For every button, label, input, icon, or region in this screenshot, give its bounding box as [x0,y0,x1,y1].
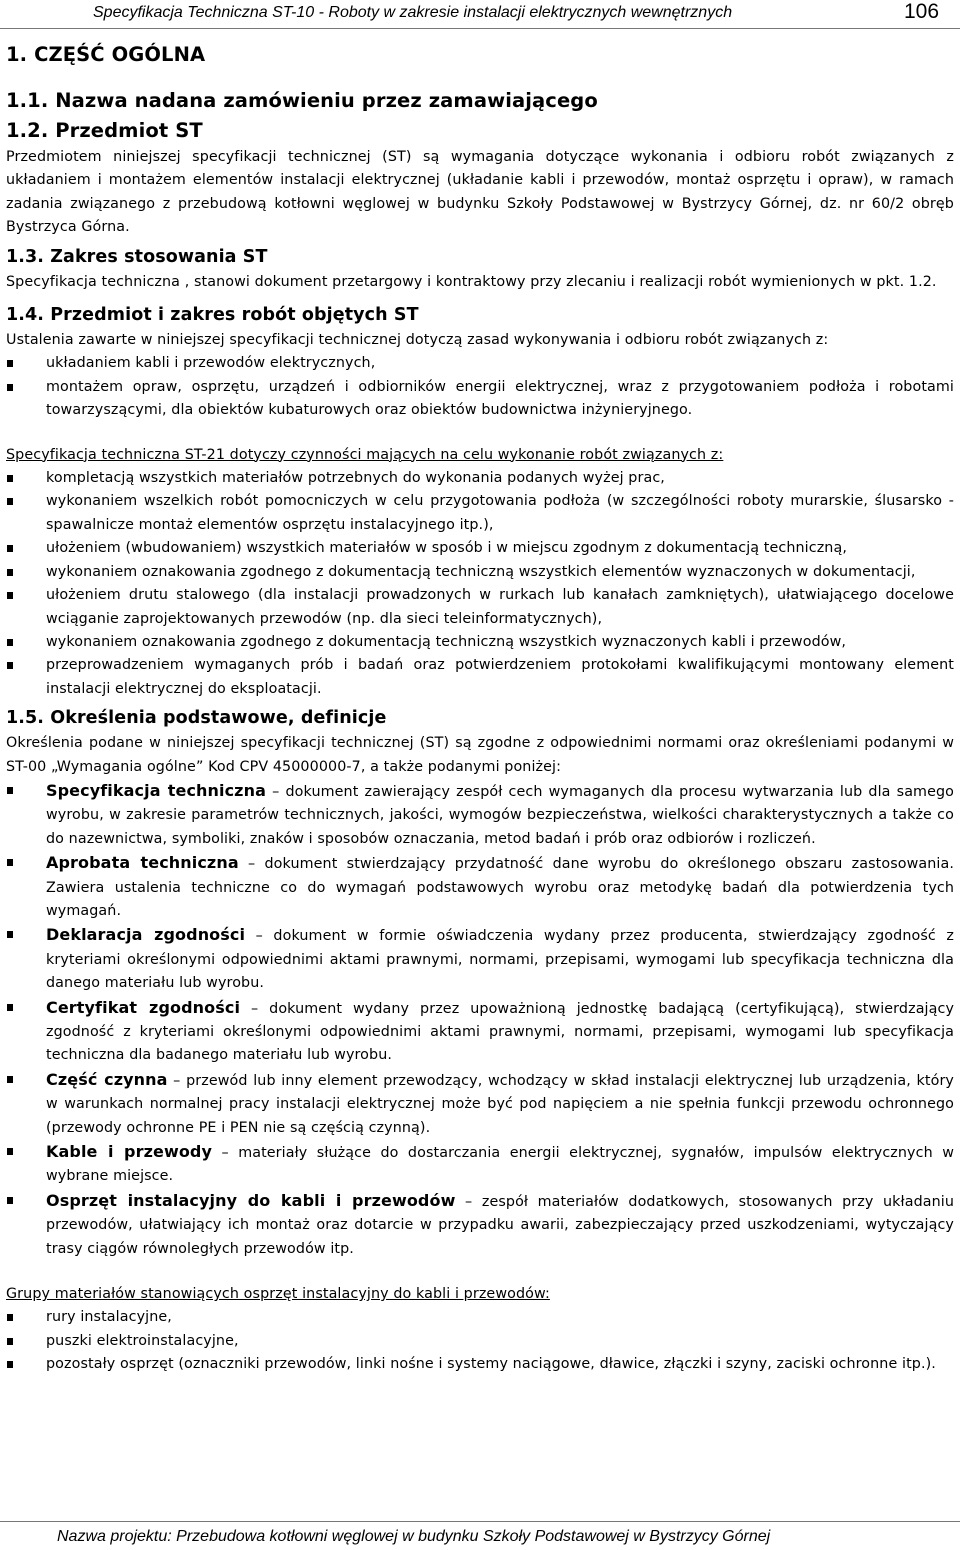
header-title: Specyfikacja Techniczna ST-10 - Roboty w zakresie instalacji elektrycznych wewnętrznych [93,4,733,21]
definition-text: – dokument stwierdzający przydatność dane wyrobu do określonego obszaru zastosowania. Zawiera ustalenia techniczne co do wymagań podstawowych wyrobu oraz metodykę badań dla potwierdzenia tych wymagań. [46,856,955,919]
definition-term: Certyfikat zgodności [46,997,241,1017]
definition-item [6,1140,954,1189]
scope-list [6,352,954,422]
section-1-title: 1. CZĘŚĆ OGÓLNA [6,43,206,66]
list-item: przeprowadzeniem wymaganych prób i badań oraz potwierdzeniem protokołami kwalifikującymi montowany element instalacji elektrycznej do eksploatacji. [6,654,954,701]
definition-text: – zespół materiałów dodatkowych, stosowanych przy układaniu przewodów, ułatwiający ich montaż oraz dotarcie w przypadku awarii, zabezpieczający przed uszkodzeniami, wytyczający trasy ciągów równoległych przewodów itp. [46,1193,955,1257]
list-item: ułożeniem (wbudowaniem) wszystkich materiałów w sposób i w miejscu zgodnym z dokumentacją techniczną, [6,537,954,560]
section-1-4-title: 1.4. Przedmiot i zakres robót objętych ST [6,305,419,326]
section-1-3-title: 1.3. Zakres stosowania ST [6,246,268,267]
footer-project-name: Nazwa projektu: Przebudowa kotłowni węglowej w budynku Szkoły Podstawowej w Bystrzycy Górnej [57,1528,771,1545]
definition-term: Osprzęt instalacyjny do kabli i przewodów [46,1190,456,1210]
definition-term: Deklaracja zgodności [46,925,246,945]
section-1-5-title: 1.5. Określenia podstawowe, definicje [6,708,387,729]
definition-term: Część czynna [46,1069,168,1089]
definition-item [6,779,954,851]
definition-text: – przewód lub inny element przewodzący, wchodzący w skład instalacji elektrycznej lub urządzenia, który w warunkach normalnej pracy instalacji elektrycznej może być pod napięciem a nie spełnia funkcji przewodu ochronnego (przewody ochronne PE i PEN nie są częścią czynną). [46,1072,954,1136]
definition-item [6,1189,954,1261]
definition-item [6,851,954,923]
definition-item [6,1068,954,1140]
list-item: wykonaniem oznakowania zgodnego z dokumentacją techniczną wszystkich elementów wyznaczonych w dokumentacji, [6,561,954,584]
section-1-4-intro: Ustalenia zawarte w niniejszej specyfikacji technicznej dotyczą zasad wykonywania i odbioru robót związanych z: [6,332,829,349]
definitions-list [6,779,954,1261]
definition-item [6,923,954,995]
definition-text: – dokument zawierający zespół cech wymaganych dla procesu wytwarzania lub dla samego wyrobu, w zakresie parametrów technicznych, jakości, wymogów bezpieczeństwa, wielkości charakterystycznych a także co do nazewnictwa, symboliki, znaków i sposobów oznaczania, metod badań i prób oraz odbiorów i rozliczeń. [46,783,955,847]
definition-term: Kable i przewody [46,1142,213,1162]
list-item: układaniem kabli i przewodów elektrycznych, [6,352,954,375]
groups-intro: Grupy materiałów stanowiących osprzęt instalacyjny do kabli i przewodów: [6,1286,550,1303]
page-number: 106 [904,0,940,23]
page-footer [0,1521,960,1550]
section-1-3-text: Specyfikacja techniczna , stanowi dokument przetargowy i kontraktowy przy zlecaniu i realizacji robót wymienionych w pkt. 1.2. [6,273,937,290]
definition-item [6,996,954,1068]
definition-text: – dokument wydany przez upoważnioną jednostkę badającą (certyfikującą), stwierdzający zgodność z kryteriami określonymi odpowiednimi aktami prawnymi, normami, przepisami, wymogami lub specyfikacja techniczna dla badanego materiału lub wyrobu. [46,1000,955,1064]
section-1-5-intro: Określenia podane w niniejszej specyfikacji technicznej (ST) są zgodne z odpowiednimi normami oraz określeniami podanymi w ST-00 „Wymagania ogólne” Kod CPV 45000000-7, a także podanymi poniżej: [6,735,954,775]
list-item: puszki elektroinstalacyjne, [6,1330,954,1353]
definition-text: – materiały służące do dostarczania energii elektrycznej, sygnałów, impulsów elektrycznych w wybrane miejsce. [46,1145,954,1185]
definition-text: – dokument w formie oświadczenia wydany przez producenta, stwierdzający zgodność z kryteriami określonymi odpowiednimi aktami prawnymi, normami, przepisami, wymogami lub specyfikacja techniczna dla danego materiału lub wyrobu. [46,928,954,992]
section-1-2-text: Przedmiotem niniejszej specyfikacji technicznej (ST) są wymagania dotyczące wykonania i odbioru robót związanych z układaniem i montażem elementów instalacji elektrycznej (układanie kabli i przewodów, montaż osprzętu i opraw), w ramach zadania związanego z przebudową kotłowni węglowej w budynku Szkoły Podstawowej w Bystrzycy Górnej, dz. nr 60/2 obręb Bystrzyca Górna. [6,149,954,236]
page-header [0,0,960,29]
list-item: rury instalacyjne, [6,1306,954,1329]
definition-term: Aprobata techniczna [46,853,239,873]
list-item: pozostały osprzęt (oznaczniki przewodów, linki nośne i systemy naciągowe, dławice, złączki i szyny, zaciski ochronne itp.). [6,1353,954,1376]
list-item: montażem opraw, osprzętu, urządzeń i odbiorników energii elektrycznej, wraz z przygotowaniem podłoża i robotami towarzyszącymi, dla obiektów kubaturowych oraz obiektów budownictwa inżynieryjnego. [6,376,954,423]
document-body [6,40,954,1377]
definition-term: Specyfikacja techniczna [46,780,266,800]
list-item: wykonaniem oznakowania zgodnego z dokumentacją techniczną wszystkich wyznaczonych kabli i przewodów, [6,631,954,654]
list-item: wykonaniem wszelkich robót pomocniczych w celu przygotowania podłoża (w szczególności roboty murarskie, ślusarsko - spawalnicze montaż elementów osprzętu instalacyjnego itp.), [6,490,954,537]
st21-list [6,467,954,701]
groups-list [6,1306,954,1376]
section-1-2-title: 1.2. Przedmiot ST [6,119,203,142]
list-item: kompletacją wszystkich materiałów potrzebnych do wykonania podanych wyżej prac, [6,467,954,490]
st21-intro: Specyfikacja techniczna ST-21 dotyczy czynności mających na celu wykonanie robót związanych z: [6,446,724,463]
section-1-1-title: 1.1. Nazwa nadana zamówieniu przez zamawiającego [6,89,598,112]
list-item: ułożeniem drutu stalowego (dla instalacji prowadzonych w rurkach lub kanałach zamkniętych), ułatwiającego docelowe wciąganie zaprojektowanych przewodów (np. dla sieci teleinformatycznych), [6,584,954,631]
